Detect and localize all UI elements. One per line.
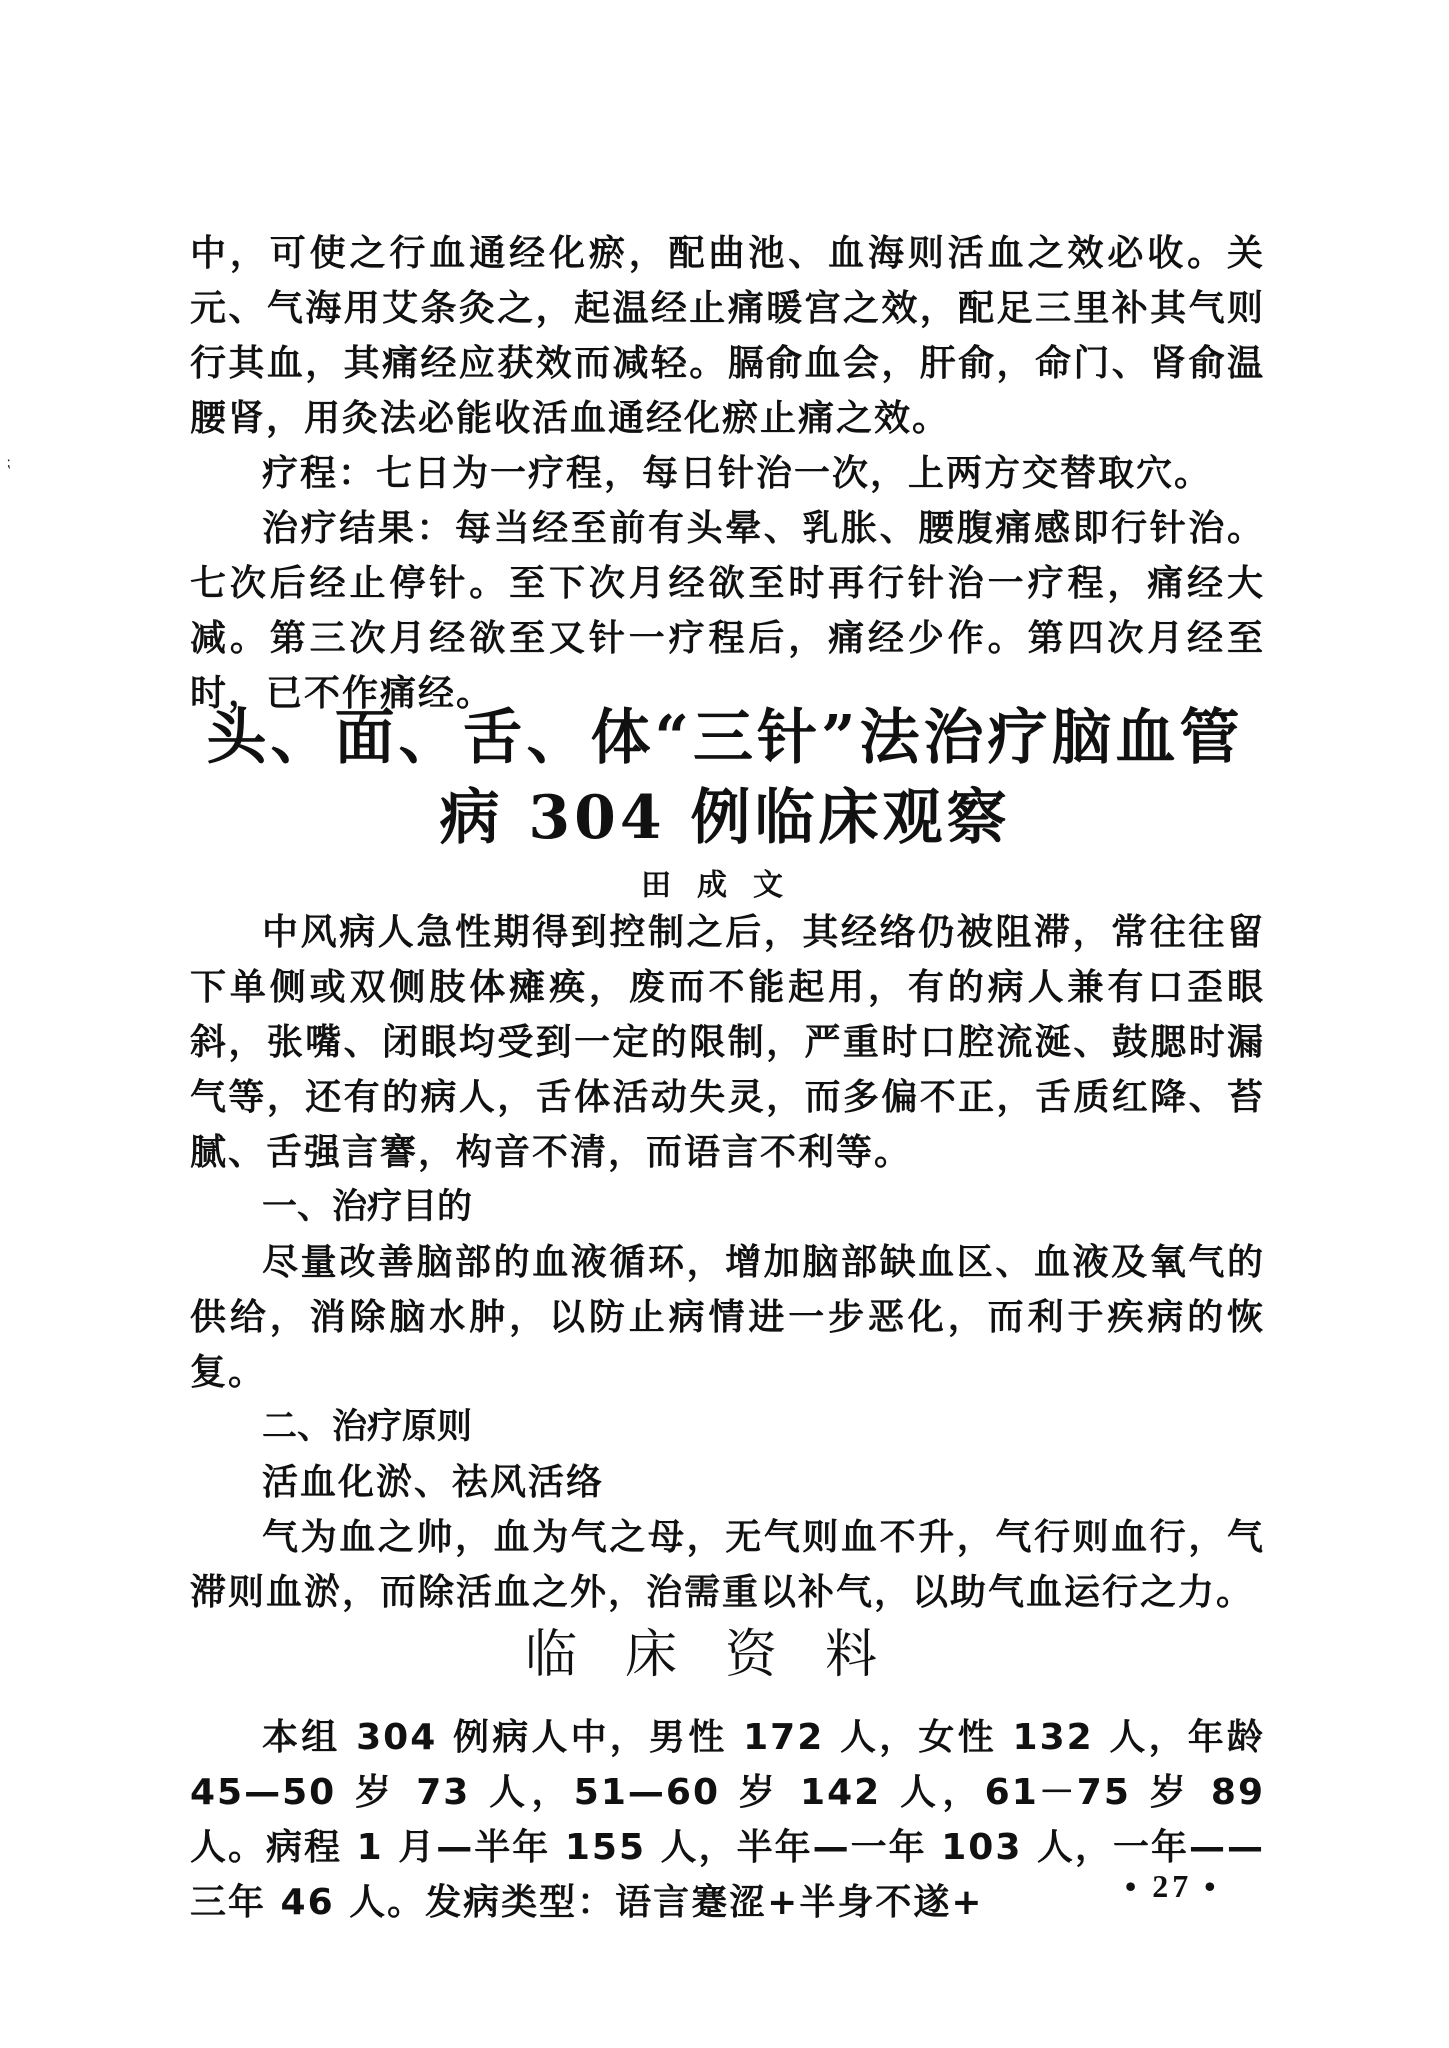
paragraph-clinical-data: 本组 304 例病人中，男性 172 人，女性 132 人，年龄 45—50 岁 73 人，51—60 岁 142 人，61－75 岁 89 人。病程 1 月—半年 155 人，半年—一年 103 人，一年——三年 46 人。发病类型：语言蹇涩+半身不遂+ xyxy=(190,1717,1265,1923)
paragraph-continuation: 中，可使之行血通经化瘀，配曲池、血海则活血之效必收。关元、气海用艾条灸之，起温经止痛暖宫之效，配足三里补其气则行其血，其痛经应获效而减轻。膈俞血会，肝俞，命门、肾俞温腰肾，用灸法必能收活血通经化瘀止痛之效。 xyxy=(190,233,1265,439)
page-number: • 27 • xyxy=(1125,1868,1220,1904)
clinical-data-body xyxy=(190,1710,1265,1930)
paragraph-principle-summary: 活血化淤、祛风活络 xyxy=(262,1462,605,1503)
margin-mark: ⁏ xyxy=(6,455,11,471)
paragraph-treatment-course: 疗程：七日为一疗程，每日针治一次，上两方交替取穴。 xyxy=(262,453,1213,494)
clinical-data-heading: 临床资料 xyxy=(524,1625,925,1685)
paragraph-treatment-result: 治疗结果：每当经至前有头晕、乳胀、腰腹痛感即行针治。七次后经止停针。至下次月经欲至时再行针治一疗程，痛经大减。第三次月经欲至又针一疗程后，痛经少作。第四次月经至时，已不作痛经。 xyxy=(190,508,1265,714)
previous-article xyxy=(190,226,1265,721)
section-heading-principle: 二、治疗原则 xyxy=(262,1407,473,1447)
paragraph-purpose: 尽量改善脑部的血液循环，增加脑部缺血区、血液及氧气的供给，消除脑水肿，以防止病情进一步恶化，而利于疾病的恢复。 xyxy=(190,1242,1265,1393)
section-heading-purpose: 一、治疗目的 xyxy=(262,1187,473,1227)
article-title-line1: 头、面、舌、体“三针”法治疗脑血管 xyxy=(206,703,1244,773)
article-author: 田成文 xyxy=(641,868,809,903)
article-body xyxy=(190,905,1265,1620)
paragraph-intro: 中风病人急性期得到控制之后，其经络仍被阻滞，常往往留下单侧或双侧肢体瘫痪，废而不能起用，有的病人兼有口歪眼斜，张嘴、闭眼均受到一定的限制，严重时口腔流涎、鼓腮时漏气等，还有的病人，舌体活动失灵，而多偏不正，舌质红降、苔腻、舌强言謇，构音不清，而语言不利等。 xyxy=(190,912,1265,1173)
paragraph-principle-detail: 气为血之帅，血为气之母，无气则血不升，气行则血行，气滞则血淤，而除活血之外，治需重以补气，以助气血运行之力。 xyxy=(190,1517,1265,1613)
article-title-line2: 病 304 例临床观察 xyxy=(439,783,1011,853)
